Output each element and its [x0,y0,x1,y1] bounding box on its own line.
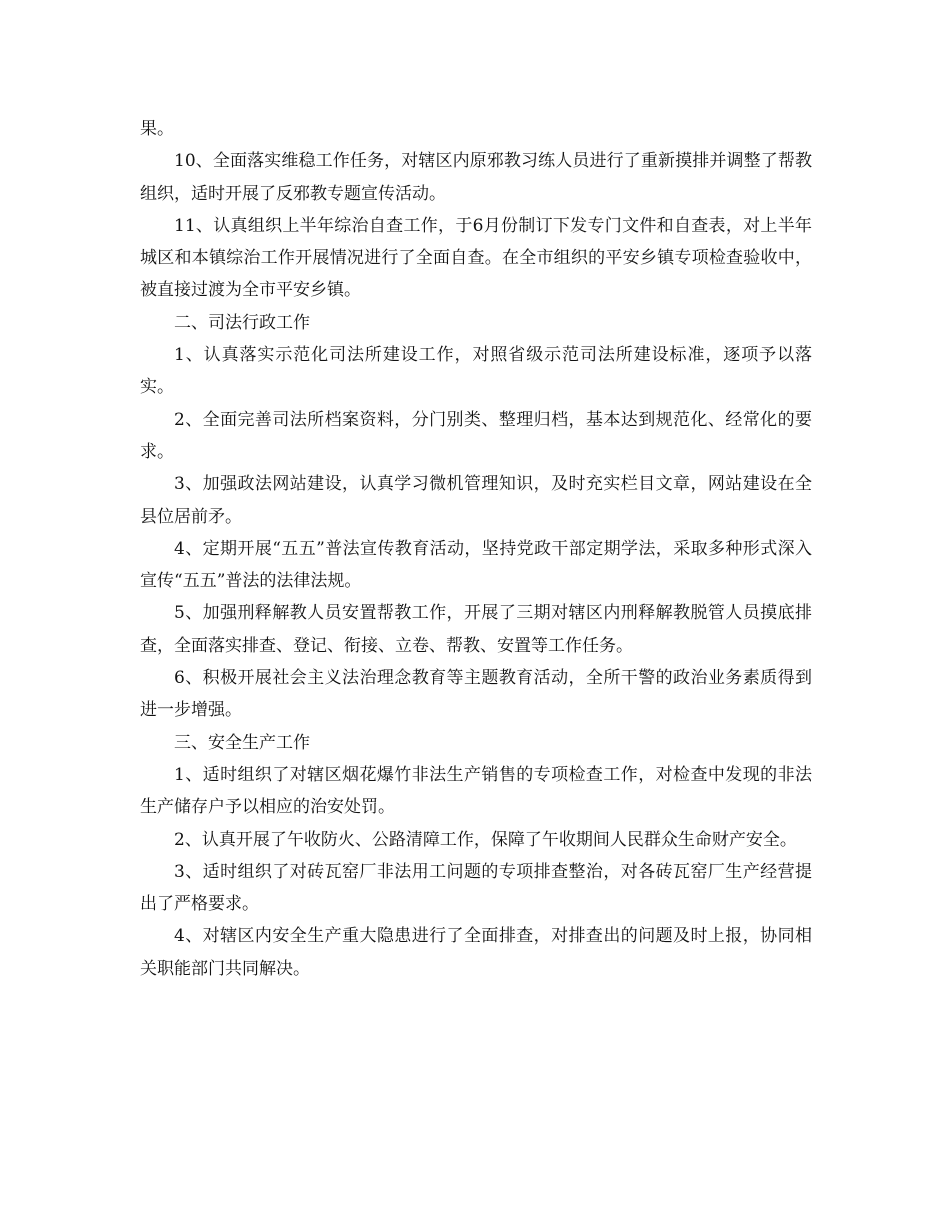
document-body [140,113,812,985]
section-heading-judicial: 二、司法行政工作 [174,312,310,333]
paragraph-judicial-5: 5、加强刑释解教人员安置帮教工作，开展了三期对辖区内刑释解教脱管人员摸底排查，全面落实排查、登记、衔接、立卷、帮教、安置等工作任务。 [140,603,812,656]
paragraph-judicial-2: 2、全面完善司法所档案资料，分门别类、整理归档，基本达到规范化、经常化的要求。 [140,409,812,462]
paragraph-safety-3: 3、适时组织了对砖瓦窑厂非法用工问题的专项排查整治，对各砖瓦窑厂生产经营提出了严格要求。 [140,861,812,915]
paragraph-judicial-4: 4、定期开展“五五”普法宣传教育活动，坚持党政干部定期学法，采取多种形式深入宣传“五五”普法的法律法规。 [140,538,812,592]
paragraph-item-10: 10、全面落实维稳工作任务，对辖区内原邪教习练人员进行了重新摸排并调整了帮教组织，适时开展了反邪教专题宣传活动。 [140,151,812,204]
paragraph-continuation: 果。 [140,119,174,139]
paragraph-safety-1: 1、适时组织了对辖区烟花爆竹非法生产销售的专项检查工作，对检查中发现的非法生产储存户予以相应的治安处罚。 [140,764,812,818]
paragraph-item-11: 11、认真组织上半年综治自查工作，于6月份制订下发专门文件和自查表，对上半年城区和本镇综治工作开展情况进行了全面自查。在全市组织的平安乡镇专项检查验收中，被直接过渡为全市平安乡镇。 [140,215,812,301]
section-heading-safety: 三、安全生产工作 [174,732,310,753]
paragraph-judicial-1: 1、认真落实示范化司法所建设工作，对照省级示范司法所建设标准，逐项予以落实。 [140,345,812,398]
paragraph-judicial-3: 3、加强政法网站建设，认真学习微机管理知识，及时充实栏目文章，网站建设在全县位居前矛。 [140,474,812,527]
paragraph-safety-4: 4、对辖区内安全生产重大隐患进行了全面排查，对排查出的问题及时上报，协同相关职能部门共同解决。 [140,926,812,979]
paragraph-safety-2: 2、认真开展了午收防火、公路清障工作，保障了午收期间人民群众生命财产安全。 [174,829,797,850]
paragraph-judicial-6: 6、积极开展社会主义法治理念教育等主题教育活动，全所干警的政治业务素质得到进一步增强。 [140,668,812,721]
